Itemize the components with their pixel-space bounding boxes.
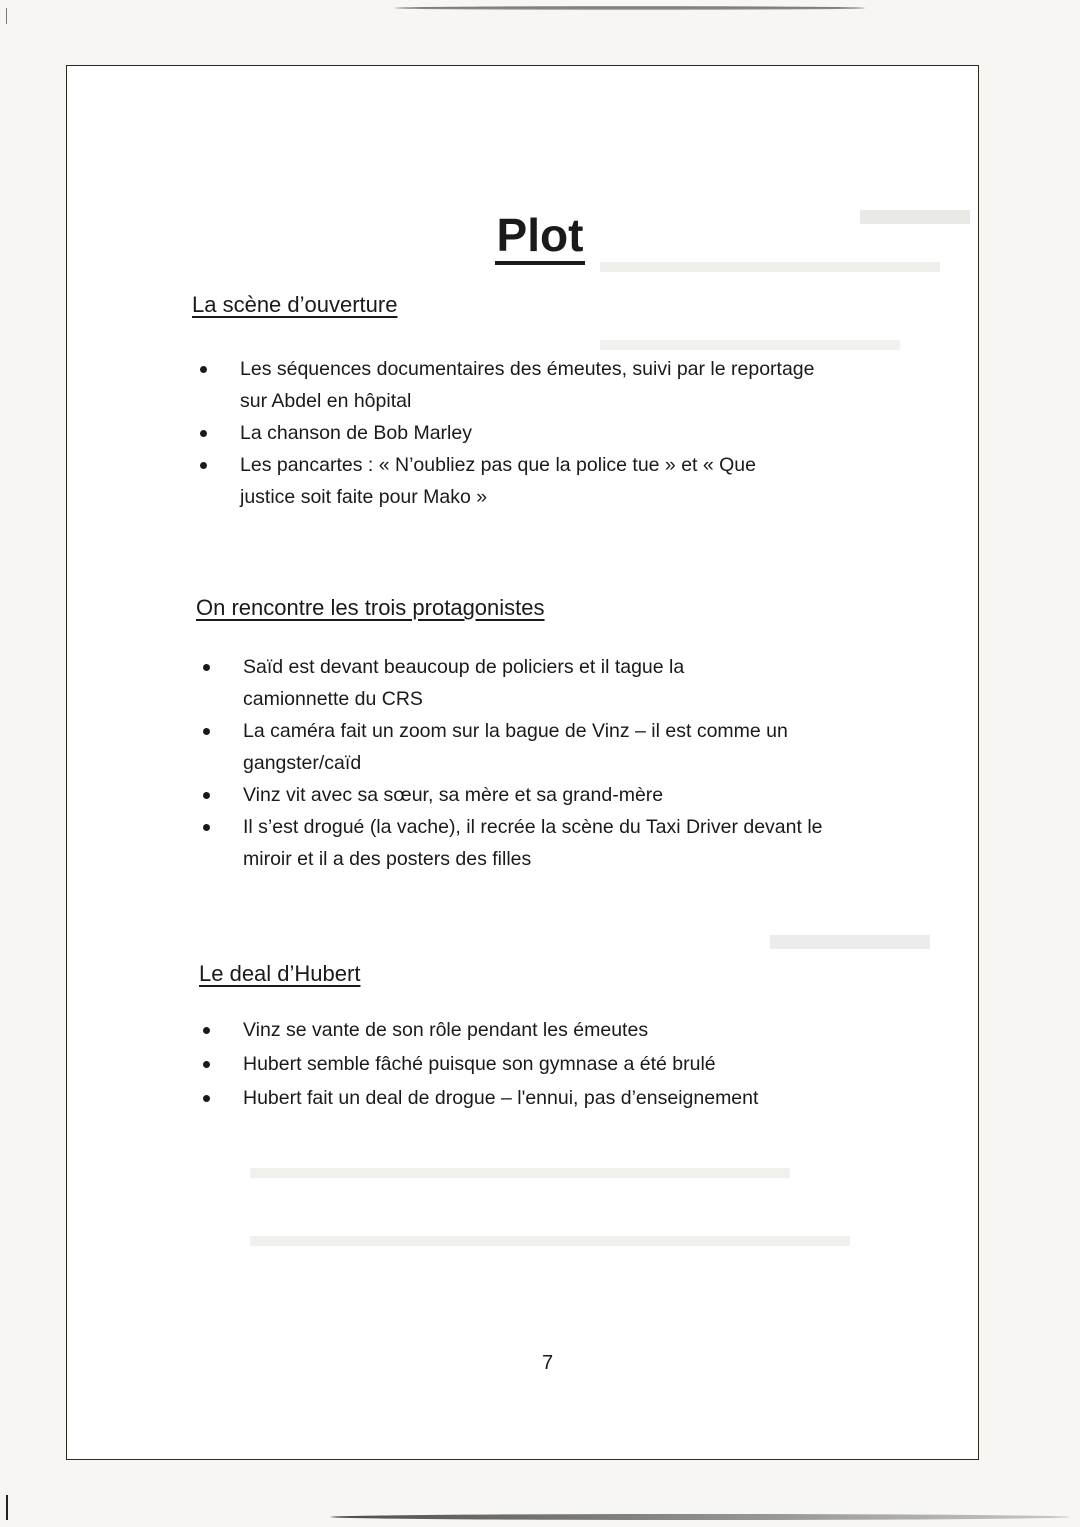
list-item: Les séquences documentaires des émeutes, suivi par le reportage sur Abdel en hôpital [196, 353, 816, 417]
page-number: 7 [541, 1352, 554, 1374]
scan-edge-mark [6, 8, 7, 24]
scan-shadow-top [395, 6, 865, 10]
bullet-icon [203, 1095, 210, 1102]
bullet-list-hubert-deal [199, 1014, 889, 1114]
list-item: Il s’est drogué (la vache), il recrée la scène du Taxi Driver devant le miroir et il a des posters des filles [199, 811, 879, 875]
bleed-through [600, 340, 900, 350]
bullet-list-protagonists [199, 651, 879, 875]
section-heading-hubert-deal: Le deal d’Hubert [199, 961, 361, 986]
bullet-icon [203, 824, 210, 831]
bleed-through [250, 1168, 790, 1178]
bullet-icon [203, 1027, 210, 1034]
list-item: Saïd est devant beaucoup de policiers et il tague la camionnette du CRS [199, 651, 879, 715]
section-heading-opening-scene: La scène d’ouverture [192, 292, 398, 317]
list-item: Hubert semble fâché puisque son gymnase a été brulé [199, 1048, 889, 1080]
bullet-icon [203, 1061, 210, 1068]
list-item: Vinz se vante de son rôle pendant les émeutes [199, 1014, 889, 1046]
section-heading-protagonists: On rencontre les trois protagonistes [196, 595, 545, 620]
page-title [0, 208, 1080, 262]
page-title-text: Plot [495, 209, 586, 265]
bullet-icon [203, 664, 210, 671]
bullet-icon [200, 366, 207, 373]
bleed-through [600, 262, 940, 272]
list-item: La caméra fait un zoom sur la bague de Vinz – il est comme un gangster/caïd [199, 715, 879, 779]
bleed-through [770, 935, 930, 949]
list-item: Hubert fait un deal de drogue – l'ennui, pas d’enseignement [199, 1082, 889, 1114]
scan-edge-mark [6, 1495, 8, 1520]
bullet-icon [203, 728, 210, 735]
list-item: Vinz vit avec sa sœur, sa mère et sa grand-mère [199, 779, 879, 811]
bullet-list-opening-scene [196, 353, 816, 513]
scan-shadow-bottom [330, 1514, 1070, 1520]
bleed-through [250, 1236, 850, 1246]
list-item: La chanson de Bob Marley [196, 417, 816, 449]
bullet-icon [200, 430, 207, 437]
list-item: Les pancartes : « N’oubliez pas que la police tue » et « Que justice soit faite pour Mako » [196, 449, 816, 513]
bullet-icon [200, 462, 207, 469]
bullet-icon [203, 792, 210, 799]
